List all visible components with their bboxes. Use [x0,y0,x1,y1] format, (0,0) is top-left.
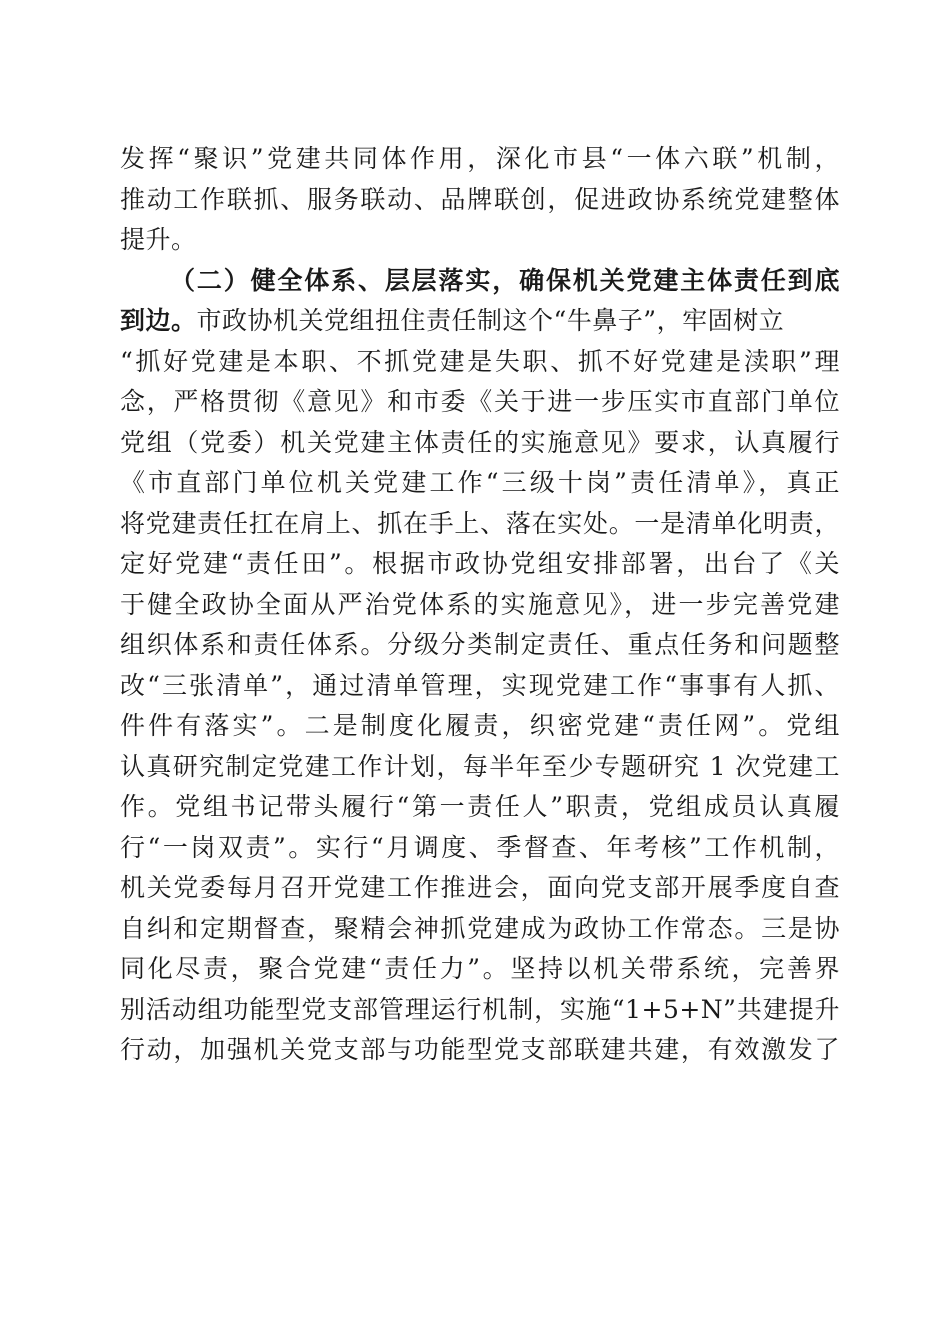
text-line: 于健全政协全面从严治党体系的实施意见》，进一步完善党建 [120,589,840,619]
text-line: “抓好党建是本职、不抓党建是失职、抓不好党建是渎职”理 [120,346,840,376]
text-line: 党组（党委）机关党建主体责任的实施意见》要求，认真履行 [120,427,840,457]
text-line: 《市直部门单位机关党建工作“三级十岗”责任清单》，真正 [120,468,840,497]
text-line: 作。党组书记带头履行“第一责任人”职责，党组成员认真履 [120,792,840,821]
text-line: 发挥“聚识”党建共同体作用，深化市县“一体六联”机制， [120,144,840,173]
text-line: 机关党委每月召开党建工作推进会，面向党支部开展季度自查 [120,873,840,902]
body-text [120,139,840,1071]
text-line: 提升。 [120,225,197,254]
text-line: 行动，加强机关党支部与功能型党支部联建共建，有效激发了 [120,1035,840,1064]
section-heading-line [120,261,840,302]
text-line: 将党建责任扛在肩上、抓在手上、落在实处。一是清单化明责， [120,508,840,538]
text-line: 别活动组功能型党支部管理运行机制，实施“1+5+N”共建提升 [120,994,840,1024]
text-line [120,301,840,342]
text-line: 念，严格贯彻《意见》和市委《关于进一步压实市直部门单位 [120,387,840,416]
section-heading-text: 健全体系、层层落实，确保机关党建主体责任到底 [250,265,840,295]
text-line: 改“三张清单”，通过清单管理，实现党建工作“事事有人抓、 [120,670,840,700]
text-line: 推动工作联抓、服务联动、品牌联创，促进政协系统党建整体 [120,184,840,214]
text-line: 认真研究制定党建工作计划，每半年至少专题研究 1 次党建工 [120,751,840,781]
text-line: 自纠和定期督查，聚精会神抓党建成为政协工作常态。三是协 [120,913,840,943]
section-heading-end: 到边。 [120,306,197,335]
paragraph-start: 市政协机关党组扭住责任制这个“牛鼻子”，牢固树立 [196,306,785,335]
section-number: （二） [170,265,251,295]
text-line: 行“一岗双责”。实行“月调度、季督查、年考核”工作机制， [120,832,840,862]
text-line: 同化尽责，聚合党建“责任力”。坚持以机关带系统，完善界 [120,954,840,983]
text-line: 定好党建“责任田”。根据市政协党组安排部署，出台了《关 [120,549,840,578]
text-line: 件件有落实”。二是制度化履责，织密党建“责任网”。党组 [120,711,840,740]
text-line: 组织体系和责任体系。分级分类制定责任、重点任务和问题整 [120,630,840,659]
